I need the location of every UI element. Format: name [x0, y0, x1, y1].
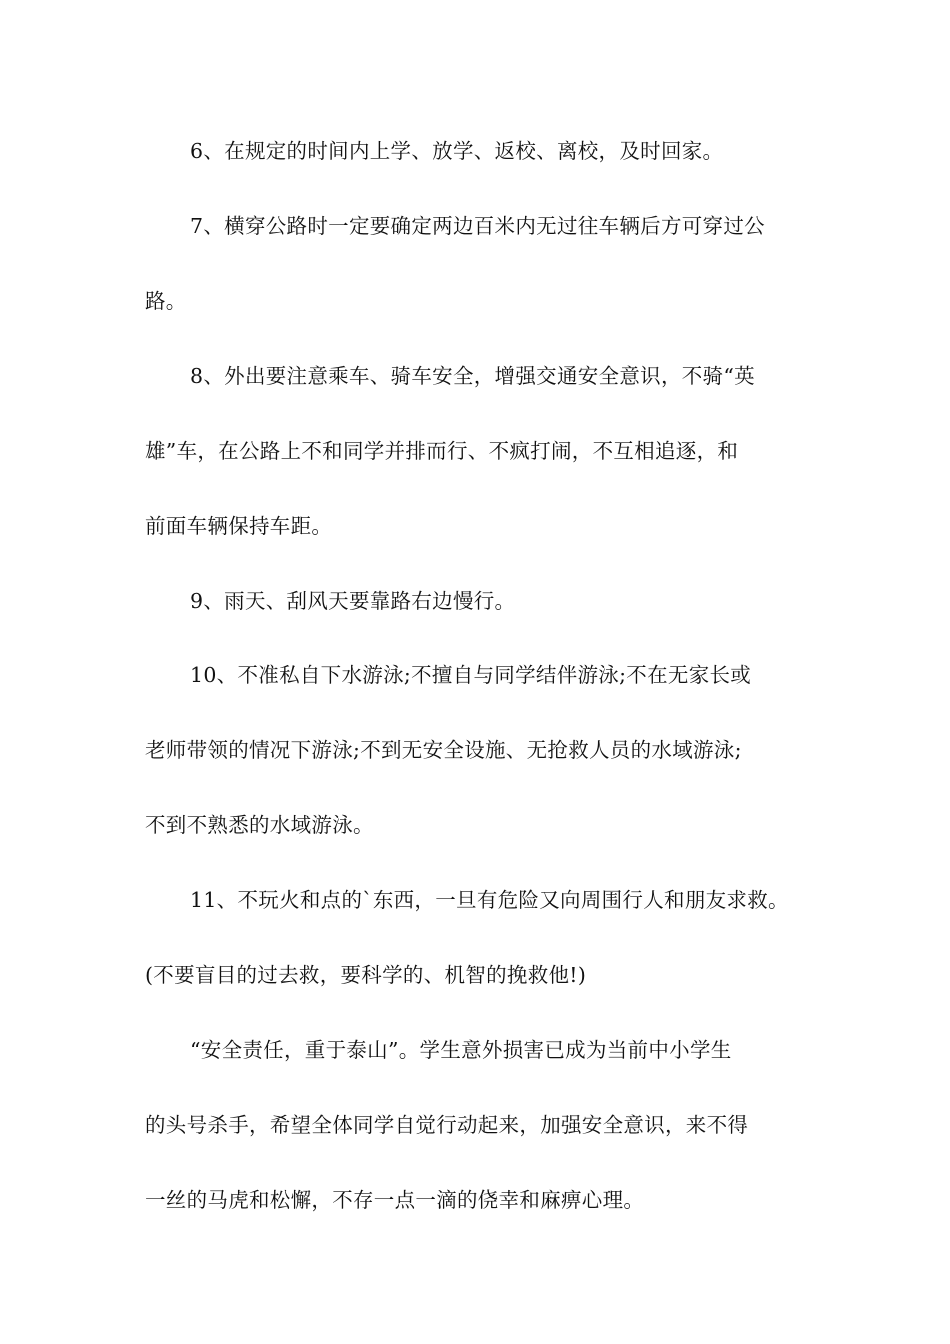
paragraph-line: 前面车辆保持车距。 — [145, 514, 333, 538]
paragraph-line: 9、雨天、刮风天要靠路右边慢行。 — [190, 589, 516, 613]
paragraph-line: 7、横穿公路时一定要确定两边百米内无过往车辆后方可穿过公 — [190, 214, 765, 238]
paragraph-line: 一丝的马虎和松懈，不存一点一滴的侥幸和麻痹心理。 — [145, 1188, 645, 1212]
paragraph-line: 雄”车，在公路上不和同学并排而行、不疯打闹，不互相追逐，和 — [145, 439, 739, 463]
paragraph-line: 的头号杀手，希望全体同学自觉行动起来，加强安全意识，来不得 — [145, 1113, 749, 1137]
paragraph-line: 11、不玩火和点的`东西，一旦有危险又向周围行人和朋友求救。 — [190, 888, 789, 912]
paragraph-line: 8、外出要注意乘车、骑车安全，增强交通安全意识，不骑“英 — [190, 364, 755, 388]
paragraph-line: 10、不准私自下水游泳;不擅自与同学结伴游泳;不在无家长或 — [190, 663, 752, 687]
paragraph-line: 路。 — [145, 289, 187, 313]
paragraph-line: (不要盲目的过去救，要科学的、机智的挽救他!) — [145, 963, 587, 987]
paragraph-line: 不到不熟悉的水域游泳。 — [145, 813, 374, 837]
paragraph-line: 老师带领的情况下游泳;不到无安全设施、无抢救人员的水域游泳; — [145, 738, 742, 762]
paragraph-line: 6、在规定的时间内上学、放学、返校、离校，及时回家。 — [190, 139, 724, 163]
paragraph-line: “安全责任，重于泰山”。学生意外损害已成为当前中小学生 — [190, 1038, 732, 1062]
